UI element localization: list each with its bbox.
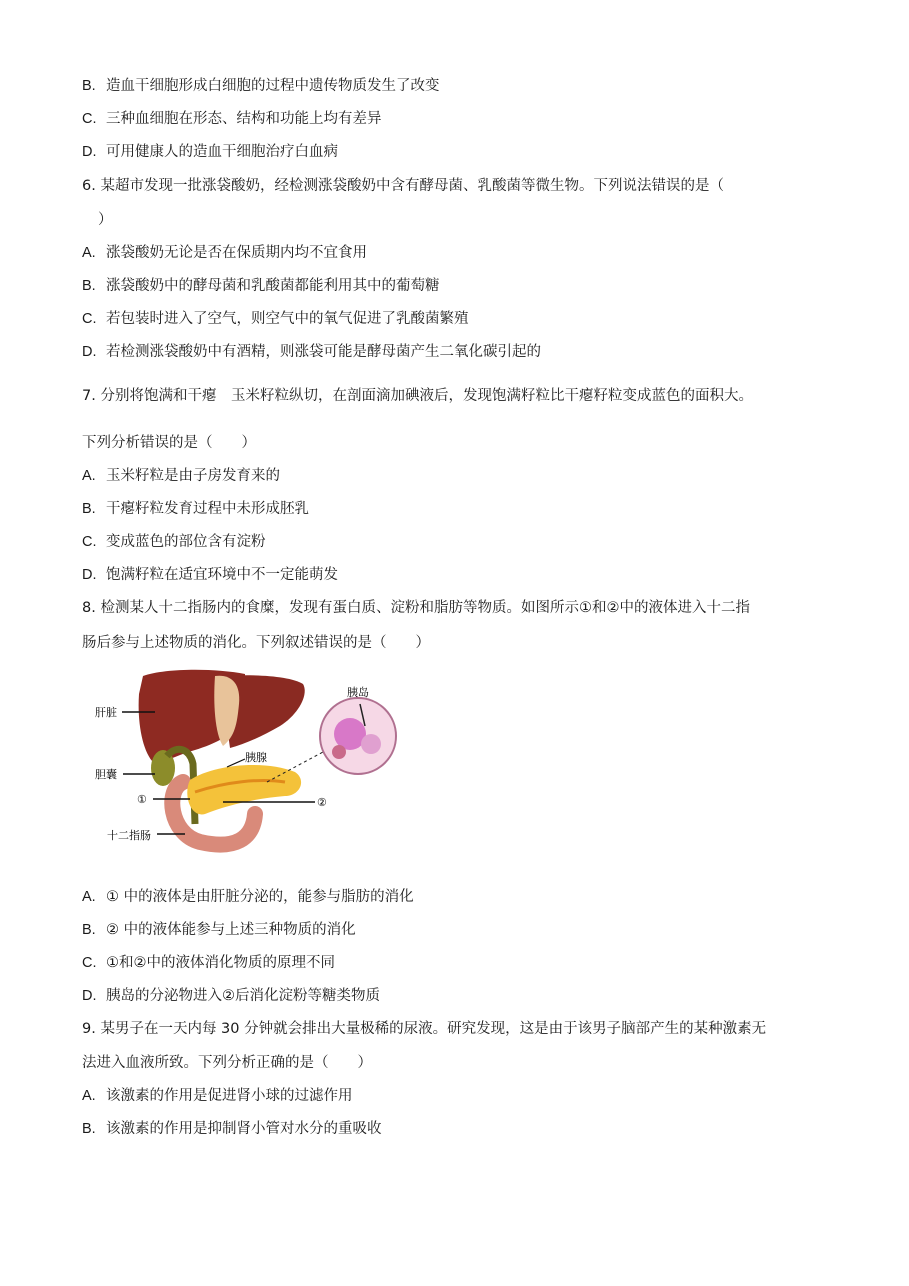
q7-stem-2: 下列分析错误的是（ ）: [82, 435, 256, 451]
q8-stem: 8. 检测某人十二指肠内的食糜，发现有蛋白质、淀粉和脂肪等物质。如图所示①和②中的液体进入十二指: [82, 600, 750, 616]
q6-option-b: B. 涨袋酸奶中的酵母菌和乳酸菌都能利用其中的葡萄糖: [82, 278, 440, 294]
q7-option-c: C. 变成蓝色的部位含有淀粉: [82, 534, 266, 550]
q9-stem-2: 法进入血液所致。下列分析正确的是（ ）: [82, 1055, 372, 1071]
q7-option-d: D. 饱满籽粒在适宜环境中不一定能萌发: [82, 567, 338, 583]
q6-stem: 6. 某超市发现一批涨袋酸奶，经检测涨袋酸奶中含有酵母菌、乳酸菌等微生物。下列说法错误的是（: [82, 178, 724, 194]
q7-stem: 7. 分别将饱满和干瘪 玉米籽粒纵切，在剖面滴加碘液后，发现饱满籽粒比干瘪籽粒变成蓝色的面积大。: [82, 388, 753, 404]
q9-stem: 9. 某男子在一天内每 30 分钟就会排出大量极稀的尿液。研究发现，这是由于该男子脑部产生的某种激素无: [82, 1021, 767, 1037]
q7-option-b: B. 干瘪籽粒发育过程中未形成胚乳: [82, 501, 309, 517]
q8-option-a: A. ① 中的液体是由肝脏分泌的，能参与脂肪的消化: [82, 889, 414, 905]
q9-option-b: B. 该激素的作用是抑制肾小管对水分的重吸收: [82, 1121, 382, 1137]
q9-option-a: A. 该激素的作用是促进肾小球的过滤作用: [82, 1088, 353, 1104]
q6-option-c: C. 若包装时进入了空气，则空气中的氧气促进了乳酸菌繁殖: [82, 311, 469, 327]
label-liver: 肝脏: [95, 706, 117, 719]
q8-stem-2: 肠后参与上述物质的消化。下列叙述错误的是（ ）: [82, 635, 430, 651]
q8-option-b: B. ② 中的液体能参与上述三种物质的消化: [82, 922, 356, 938]
q6-option-d: D. 若检测涨袋酸奶中有酒精，则涨袋可能是酵母菌产生二氧化碳引起的: [82, 344, 541, 360]
label-pancreas: 胰腺: [245, 751, 267, 764]
digestive-organs-figure: [95, 664, 425, 854]
q8-option-c: C. ①和②中的液体消化物质的原理不同: [82, 955, 335, 971]
label-mark-2: ②: [317, 796, 327, 809]
label-gallbladder: 胆囊: [95, 768, 117, 781]
label-duodenum: 十二指肠: [107, 829, 151, 842]
q5-option-b: B. 造血干细胞形成白细胞的过程中遗传物质发生了改变: [82, 78, 440, 94]
q8-option-d: D. 胰岛的分泌物进入②后消化淀粉等糖类物质: [82, 988, 380, 1004]
q7-option-a: A. 玉米籽粒是由子房发育来的: [82, 468, 280, 484]
label-mark-1: ①: [137, 793, 147, 806]
label-islet: 胰岛: [347, 686, 369, 699]
q5-option-c: C. 三种血细胞在形态、结构和功能上均有差异: [82, 111, 382, 127]
q6-option-a: A. 涨袋酸奶无论是否在保质期内均不宜食用: [82, 245, 367, 261]
q6-stem-close: ）: [98, 212, 113, 228]
q5-option-d: D. 可用健康人的造血干细胞治疗白血病: [82, 144, 338, 160]
